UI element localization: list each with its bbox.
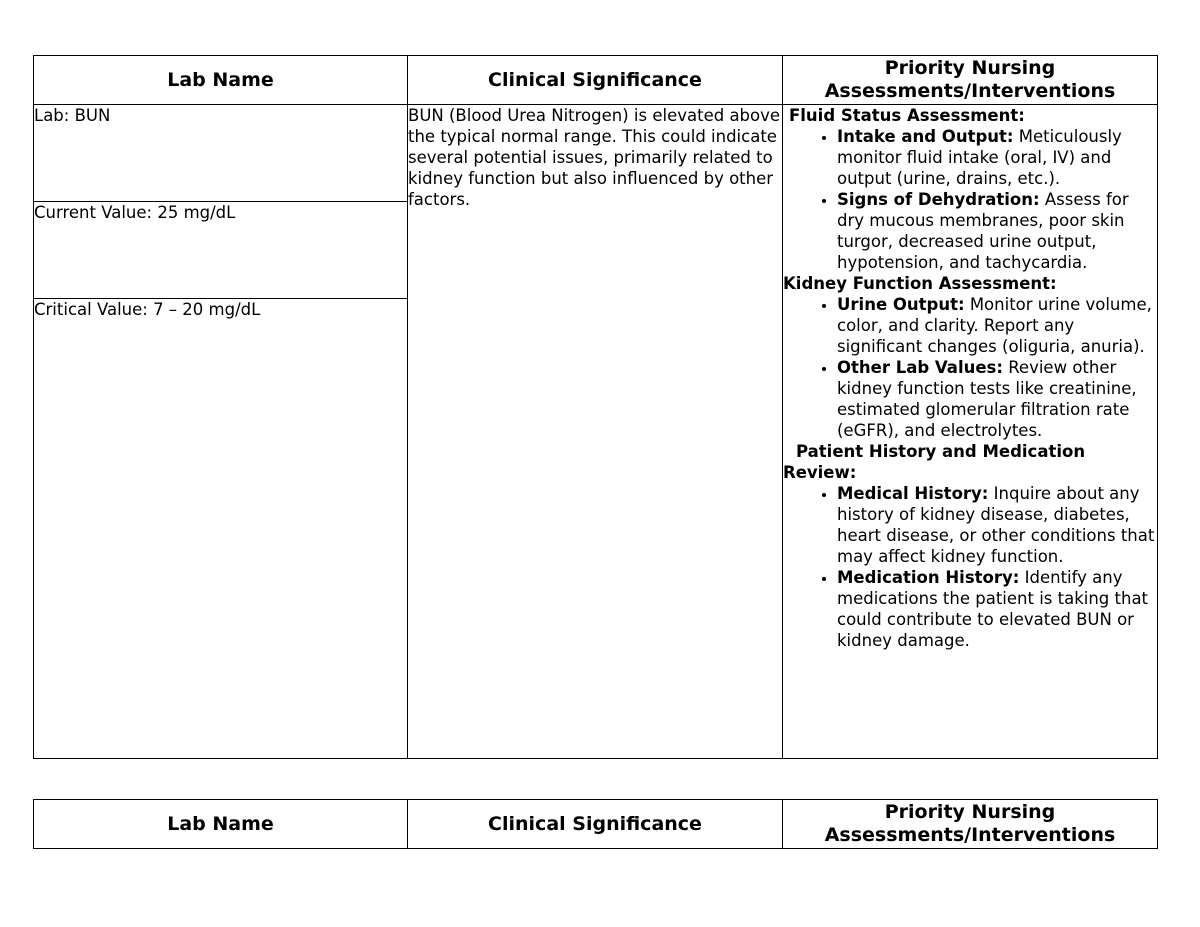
- list-item: [837, 483, 1157, 567]
- item-text: Inquire about any history of kidney disease, diabetes, heart disease, or other conditions that may affect kidney function.: [837, 484, 1155, 566]
- item-term: Medical History:: [837, 484, 989, 503]
- list-item: [837, 126, 1157, 189]
- header-lab-name: Lab Name: [34, 800, 408, 849]
- lab-table-bun: [33, 55, 1158, 759]
- item-text: Monitor urine volume, color, and clarity. Report any significant changes (oliguria, anuria).: [837, 295, 1152, 356]
- item-term: Signs of Dehydration:: [837, 190, 1040, 209]
- lab-table-next: [33, 799, 1158, 849]
- item-text: Identify any medications the patient is taking that could contribute to elevated BUN or kidney damage.: [837, 568, 1149, 650]
- item-text: Meticulously monitor fluid intake (oral, IV) and output (urine, drains, etc.).: [837, 127, 1122, 188]
- list-item: [837, 294, 1157, 357]
- item-term: Urine Output:: [837, 295, 965, 314]
- clinical-significance-text: BUN (Blood Urea Nitrogen) is elevated above the typical normal range. This could indicate several potential issues, primarily related to kidney function but also influenced by other factors.: [408, 106, 781, 209]
- section-title-history: Patient History and Medication Review:: [783, 442, 1086, 482]
- clinical-significance-cell: [408, 105, 783, 759]
- list-item: [837, 357, 1157, 441]
- item-term: Medication History:: [837, 568, 1020, 587]
- header-priority-nursing: Priority Nursing Assessments/Interventions: [783, 800, 1158, 849]
- item-term: Intake and Output:: [837, 127, 1014, 146]
- lab-name-text: Lab: BUN: [34, 106, 111, 125]
- section-title-kidney: Kidney Function Assessment:: [783, 274, 1057, 293]
- fluid-list: [783, 126, 1157, 273]
- current-value-text: Current Value: 25 mg/dL: [34, 203, 236, 222]
- assessments-cell: [783, 105, 1158, 759]
- list-item: [837, 189, 1157, 273]
- item-text: Review other kidney function tests like creatinine, estimated glomerular filtration rate (eGFR), and electrolytes.: [837, 358, 1137, 440]
- critical-value-text: Critical Value: 7 – 20 mg/dL: [34, 300, 261, 319]
- header-priority-nursing: Priority Nursing Assessments/Interventions: [783, 56, 1158, 105]
- section-title-fluid: Fluid Status Assessment:: [789, 106, 1025, 125]
- header-lab-name: Lab Name: [34, 56, 408, 105]
- item-term: Other Lab Values:: [837, 358, 1003, 377]
- history-list: [783, 483, 1157, 651]
- header-clinical-significance: Clinical Significance: [408, 56, 783, 105]
- header-clinical-significance: Clinical Significance: [408, 800, 783, 849]
- lab-name-cell: [34, 105, 408, 202]
- list-item: [837, 567, 1157, 651]
- critical-value-cell: [34, 299, 408, 759]
- item-text: Assess for dry mucous membranes, poor skin turgor, decreased urine output, hypotension, and tachycardia.: [837, 190, 1129, 272]
- current-value-cell: [34, 202, 408, 299]
- kidney-list: [783, 294, 1157, 441]
